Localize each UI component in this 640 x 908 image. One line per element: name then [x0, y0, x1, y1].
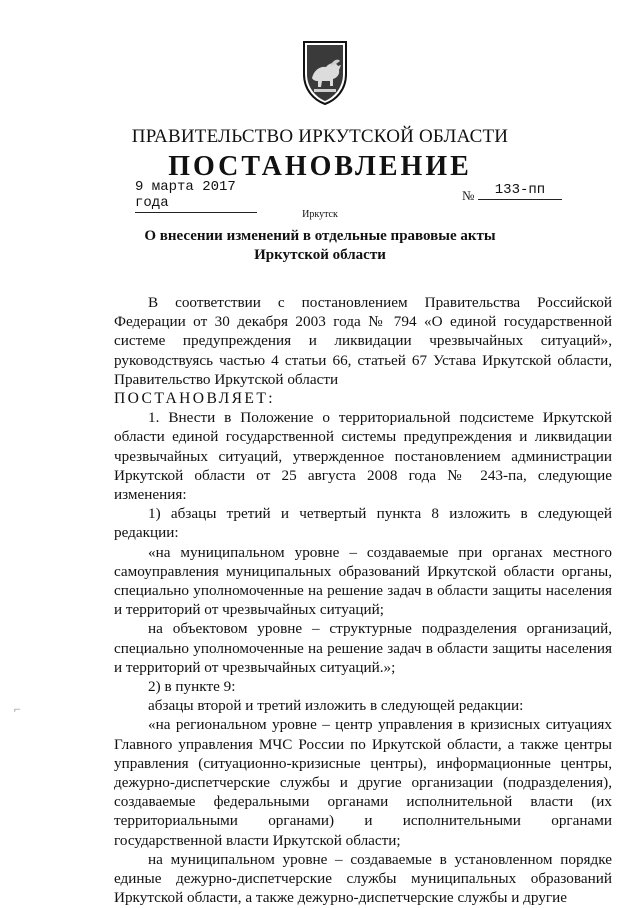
- body-paragraph: «на региональном уровне – центр управления в кризисных ситуациях Главного управления МЧС России по Иркутской области, а также центры управления (ситуационно-кризисные центры), информационные центры, дежурно-диспетчерские службы и другие организации (подразделения), создаваемые федеральными органами исполнительной власти (их территориальными органами) и исполнительными органами государственной власти Иркутской области;: [114, 716, 612, 849]
- body-paragraph: «на муниципальном уровне – создаваемые при органах местного самоуправления муниципальных образований Иркутской области органы, специально уполномоченные на решение задач в области защиты населения и территорий от чрезвычайных ситуаций;: [114, 543, 612, 619]
- body-paragraph: 1) абзацы третий и четвертый пункта 8 изложить в следующей редакции:: [114, 505, 612, 542]
- document-title: ПОСТАНОВЛЕНИЕ: [168, 151, 472, 182]
- body-paragraph: на муниципальном уровне – создаваемые в установленном порядке единые дежурно-диспетчерские службы муниципальных образований Иркутской области, а также дежурно-диспетчерские службы и другие: [114, 850, 612, 907]
- subject-line-1: О внесении изменений в отдельные правовые акты: [144, 228, 496, 244]
- preamble-paragraph: В соответствии с постановлением Правительства Российской Федерации от 30 декабря 2003 года № 794 «О единой государственной системе предупреждения и ликвидации чрезвычайных ситуаций», руководствуясь частью 4 статьи 66, статьей 67 Устава Иркутской области, Правительство Иркутской области: [114, 294, 612, 388]
- body-paragraph: на объектовом уровне – структурные подразделения организаций, специально уполномоченные на решение задач в области защиты населения и территорий от чрезвычайных ситуаций.»;: [114, 620, 612, 676]
- document-subject: [0, 227, 640, 265]
- government-name: ПРАВИТЕЛЬСТВО ИРКУТСКОЙ ОБЛАСТИ: [131, 126, 509, 147]
- coat-of-arms-icon: [300, 40, 350, 106]
- city-name: Иркутск: [302, 209, 338, 220]
- body-paragraph: 1. Внести в Положение о территориальной подсистеме Иркутской области единой государственной системы предупреждения и ликвидации чрезвычайных ситуаций, утвержденное постановлением администрации Иркутской области от 25 августа 2008 года № 243-па, следующие изменения:: [114, 409, 612, 504]
- document-number: 133-пп: [478, 182, 562, 200]
- number-label: №: [462, 188, 475, 203]
- resolve-heading: ПОСТАНОВЛЯЕТ:: [114, 390, 276, 408]
- document-body: [114, 293, 612, 908]
- body-paragraph: абзацы второй и третий изложить в следующей редакции:: [148, 697, 524, 715]
- body-paragraph: 2) в пункте 9:: [148, 678, 236, 696]
- document-date: 9 марта 2017 года: [135, 179, 257, 213]
- subject-line-2: Иркутской области: [254, 247, 386, 263]
- margin-mark: ⌐: [14, 702, 21, 716]
